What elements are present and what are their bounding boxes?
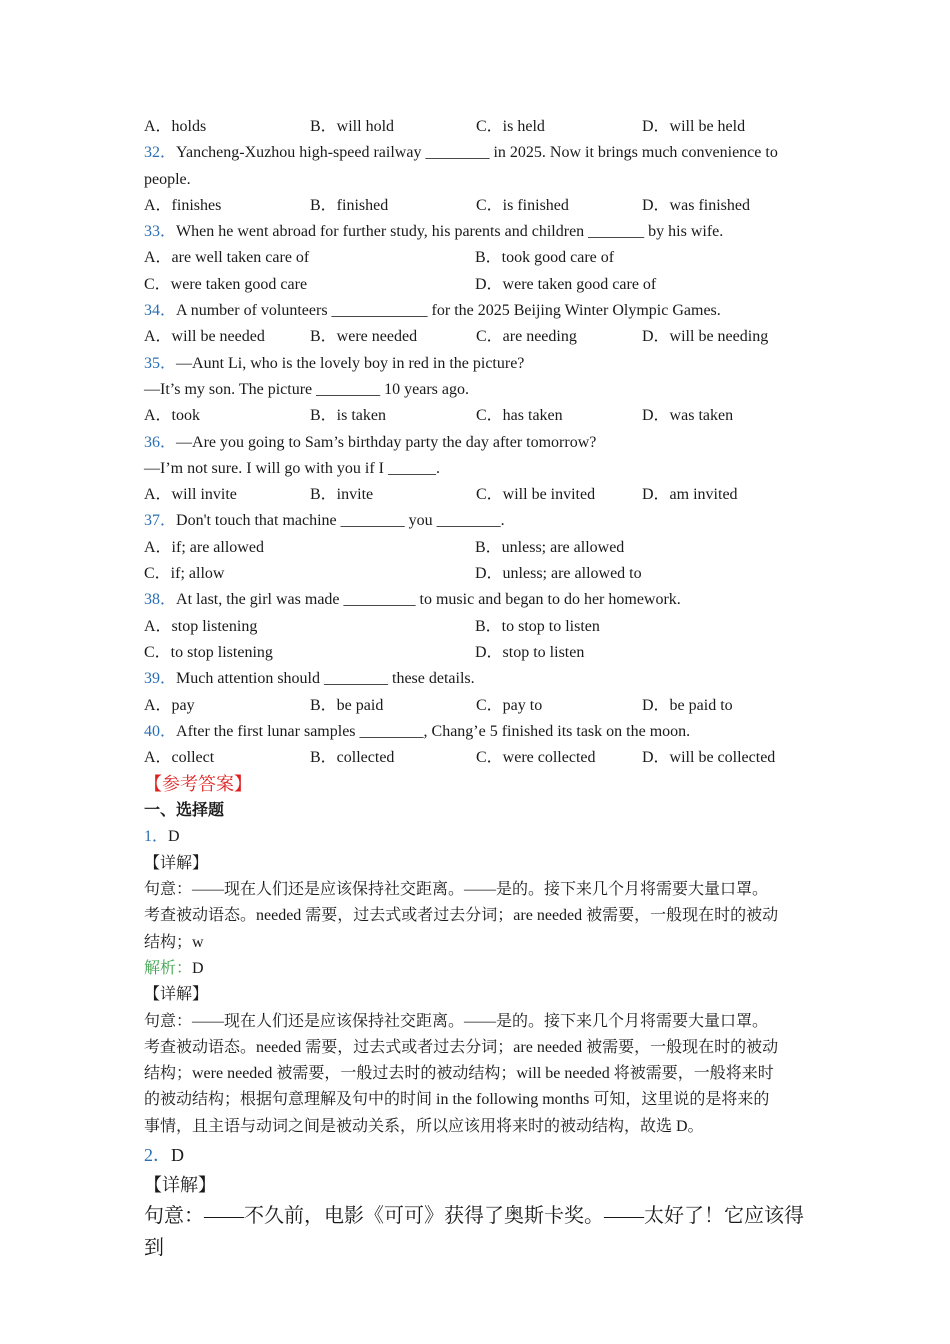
answer-1 xyxy=(144,824,814,850)
q34-option-b: B．were needed xyxy=(310,328,418,346)
q33-options-row2 xyxy=(144,272,814,298)
analysis-value: D xyxy=(192,959,204,977)
q39-option-c: C．pay to xyxy=(476,696,543,714)
q31-option-d: D．will be held xyxy=(642,118,746,135)
answer-1-number: 1． xyxy=(144,828,169,846)
q39-number: 39． xyxy=(144,670,177,688)
q36-option-d: D．am invited xyxy=(642,486,738,504)
q33-text: When he went abroad for further study, his parents and children _______ by his wife. xyxy=(176,223,724,241)
q32-number: 32． xyxy=(144,144,177,162)
q35-option-c: C．has taken xyxy=(476,407,563,425)
answer-key-header: 【参考答案】 xyxy=(144,774,252,795)
q39-stem xyxy=(144,666,814,692)
q35-text-1: —Aunt Li, who is the lovely boy in red in the picture? xyxy=(176,354,525,372)
q39-text: Much attention should ________ these details. xyxy=(176,670,475,688)
answer-2-letter: D xyxy=(171,1144,184,1165)
q32-options xyxy=(144,193,814,219)
q33-option-d: D．were taken good care of xyxy=(475,275,657,293)
q35-stem xyxy=(144,351,814,377)
q39-option-b: B．be paid xyxy=(310,696,384,714)
q40-option-d: D．will be collected xyxy=(642,749,776,767)
q37-number: 37． xyxy=(144,512,177,530)
q34-option-a: A．will be needed xyxy=(144,328,265,346)
detail1-line-2: 考查被动语态。needed 需要，过去式或者过去分词；are needed 被需要，一般现在时的被动 xyxy=(144,907,779,925)
q34-text: A number of volunteers ____________ for the 2025 Beijing Winter Olympic Games. xyxy=(176,302,721,320)
detail2-line-5: 事情，且主语与动词之间是被动关系，所以应该用将来时的被动结构，故选 D。 xyxy=(144,1117,704,1135)
q34-option-c: C．are needing xyxy=(476,328,577,346)
answer-1-letter: D xyxy=(168,828,180,846)
q34-number: 34． xyxy=(144,302,177,320)
q37-stem xyxy=(144,508,814,534)
q36-options xyxy=(144,482,814,508)
detail-label-1: 【详解】 xyxy=(144,854,209,872)
q32-stem xyxy=(144,140,814,193)
q35-option-b: B．is taken xyxy=(310,407,386,425)
q37-options-row2 xyxy=(144,561,814,587)
q40-option-a: A．collect xyxy=(144,749,215,767)
detail2-line-2: 考查被动语态。needed 需要，过去式或者过去分词；are needed 被需要，一般现在时的被动 xyxy=(144,1038,779,1056)
q38-option-b: B．to stop to listen xyxy=(475,617,600,635)
q40-stem xyxy=(144,719,814,745)
q38-options-row2 xyxy=(144,640,814,666)
q34-option-d: D．will be needing xyxy=(642,328,769,346)
q31-options xyxy=(144,114,814,140)
detail-label-2: 【详解】 xyxy=(144,986,209,1004)
q33-option-a: A．are well taken care of xyxy=(144,249,310,267)
q37-options-row1 xyxy=(144,535,814,561)
q36-option-a: A．will invite xyxy=(144,486,237,504)
section-title: 一、选择题 xyxy=(144,802,225,820)
q36-number: 36． xyxy=(144,433,177,451)
q32-option-b: B．finished xyxy=(310,196,389,214)
q38-options-row1 xyxy=(144,614,814,640)
q37-text: Don't touch that machine ________ you ________. xyxy=(176,512,505,530)
detail1-line-3: 结构；w xyxy=(144,933,204,951)
q36-stem xyxy=(144,430,814,456)
q37-option-a: A．if; are allowed xyxy=(144,538,264,556)
q34-options xyxy=(144,324,814,350)
q37-option-b: B．unless; are allowed xyxy=(475,538,625,556)
q35-option-a: A．took xyxy=(144,407,201,425)
q32-option-a: A．finishes xyxy=(144,196,222,214)
q32-option-c: C．is finished xyxy=(476,196,569,214)
q40-option-c: C．were collected xyxy=(476,749,596,767)
detail3-line-1: 句意：——不久前，电影《可可》获得了奥斯卡奖。——太好了！它应该得到 xyxy=(144,1204,804,1259)
q39-options xyxy=(144,693,814,719)
q34-stem xyxy=(144,298,814,324)
q38-stem xyxy=(144,587,814,613)
q39-option-d: D．be paid to xyxy=(642,696,733,714)
q37-option-d: D．unless; are allowed to xyxy=(475,565,642,583)
analysis-label: 解析： xyxy=(144,959,193,977)
q33-option-c: C．were taken good care xyxy=(144,275,308,293)
q40-option-b: B．collected xyxy=(310,749,395,767)
q40-text: After the first lunar samples ________, Chang’e 5 finished its task on the moon. xyxy=(176,722,691,740)
q40-options xyxy=(144,745,814,771)
q33-options-row1 xyxy=(144,245,814,271)
q36-text-1: —Are you going to Sam’s birthday party the day after tomorrow? xyxy=(176,433,597,451)
q31-option-a: A．holds xyxy=(144,118,207,135)
q36-text-2: —I’m not sure. I will go with you if I ______. xyxy=(144,459,440,477)
detail2-line-1: 句意：——现在人们还是应该保持社交距离。——是的。接下来几个月将需要大量口罩。 xyxy=(144,1012,769,1030)
detail1-line-1: 句意：——现在人们还是应该保持社交距离。——是的。接下来几个月将需要大量口罩。 xyxy=(144,881,769,899)
q35-text-2: —It’s my son. The picture ________ 10 years ago. xyxy=(144,380,469,398)
q32-text: Yancheng-Xuzhou high-speed railway ________ in 2025. Now it brings much convenience to people. xyxy=(144,144,778,188)
q38-text: At last, the girl was made _________ to music and began to do her homework. xyxy=(176,591,681,609)
answer-2 xyxy=(144,1140,814,1170)
q32-option-d: D．was finished xyxy=(642,196,750,214)
detail-label-3: 【详解】 xyxy=(144,1174,216,1195)
exam-page xyxy=(144,114,814,1259)
q35-options xyxy=(144,403,814,429)
detail2-line-3: 结构；were needed 被需要，一般过去时的被动结构；will be needed 将被需要，一般将来时 xyxy=(144,1065,774,1083)
q36-option-c: C．will be invited xyxy=(476,486,596,504)
detail2-line-4: 的被动结构；根据句意理解及句中的时间 in the following months 可知，这里说的是将来的 xyxy=(144,1091,770,1109)
answer-2-number: 2． xyxy=(144,1144,171,1165)
q38-number: 38． xyxy=(144,591,177,609)
q38-option-d: D．stop to listen xyxy=(475,643,585,661)
q35-option-d: D．was taken xyxy=(642,407,734,425)
q31-option-c: C．is held xyxy=(476,118,545,135)
q36-option-b: B．invite xyxy=(310,486,374,504)
q38-option-c: C．to stop listening xyxy=(144,643,273,661)
q33-stem xyxy=(144,219,814,245)
q40-number: 40． xyxy=(144,722,177,740)
q33-option-b: B．took good care of xyxy=(475,249,615,267)
q33-number: 33． xyxy=(144,223,177,241)
q35-number: 35． xyxy=(144,354,177,372)
analysis-line xyxy=(144,956,814,982)
q39-option-a: A．pay xyxy=(144,696,195,714)
q38-option-a: A．stop listening xyxy=(144,617,258,635)
q37-option-c: C．if; allow xyxy=(144,565,225,583)
q31-option-b: B．will hold xyxy=(310,118,395,135)
